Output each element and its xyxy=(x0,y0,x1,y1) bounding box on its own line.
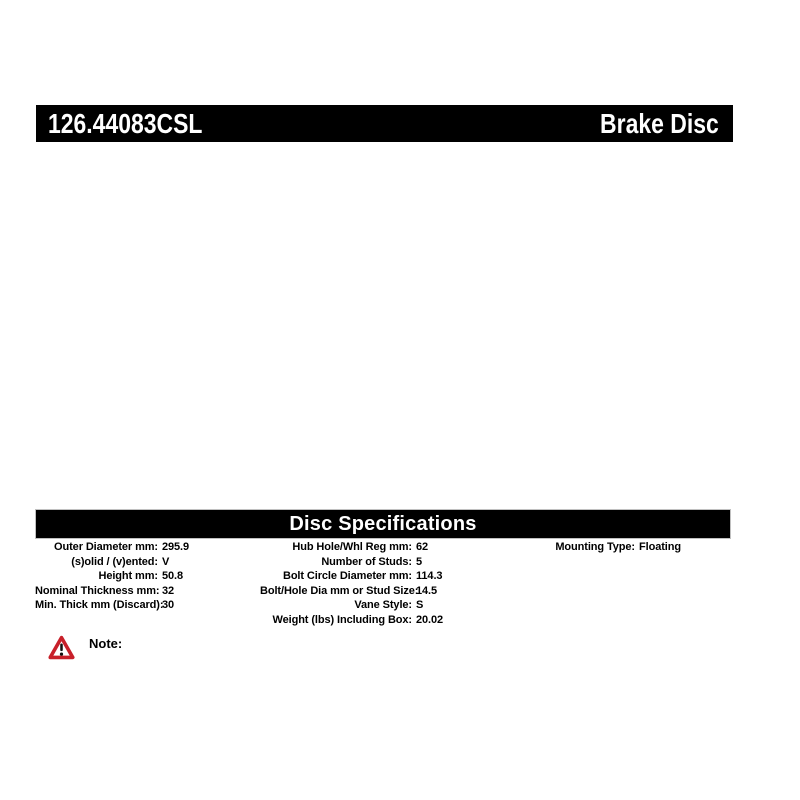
spec-label: Hub Hole/Whl Reg mm: xyxy=(292,541,412,553)
spec-value: 62 xyxy=(416,541,429,553)
spec-row-outer-diameter xyxy=(35,540,189,555)
spec-value: 20.02 xyxy=(416,613,444,626)
spec-row-min-thick xyxy=(35,598,189,613)
spec-column-left xyxy=(35,540,189,613)
spec-value: S xyxy=(416,599,424,612)
spec-row-bolt-hole-dia xyxy=(260,584,443,599)
product-type: Brake Disc xyxy=(600,107,719,139)
spec-value: 14.5 xyxy=(416,584,438,597)
spec-label: Vane Style: xyxy=(354,599,412,612)
spec-row-vane-style xyxy=(260,598,443,613)
spec-row-bolt-circle-diameter xyxy=(260,569,443,584)
header-bar xyxy=(36,105,733,142)
spec-label: (s)olid / (v)ented: xyxy=(71,555,158,568)
spec-value: 32 xyxy=(162,584,175,597)
spec-label: Height mm: xyxy=(98,570,158,583)
spec-value: 295.9 xyxy=(162,541,190,553)
spec-label: Bolt Circle Diameter mm: xyxy=(282,570,412,583)
spec-label: Number of Studs: xyxy=(321,555,412,568)
spec-column-right xyxy=(518,540,681,555)
spec-value: 114.3 xyxy=(416,570,443,583)
spec-label: Bolt/Hole Dia mm or Stud Size: xyxy=(260,584,419,597)
note-label: Note: xyxy=(89,636,123,651)
spec-row-height xyxy=(35,569,189,584)
spec-row-weight xyxy=(260,613,443,628)
spec-value: 50.8 xyxy=(162,570,184,583)
spec-label: Outer Diameter mm: xyxy=(54,541,158,553)
spec-value: V xyxy=(162,555,170,568)
part-number: 126.44083CSL xyxy=(48,107,203,139)
spec-value: 30 xyxy=(162,599,175,612)
spec-label: Nominal Thickness mm: xyxy=(35,584,160,597)
warning-triangle-icon xyxy=(48,634,75,661)
spec-label: Min. Thick mm (Discard): xyxy=(35,599,164,612)
spec-row-mounting-type xyxy=(518,540,681,555)
spec-section-title: Disc Specifications xyxy=(289,512,477,535)
spec-column-middle xyxy=(260,540,443,628)
spec-value: Floating xyxy=(639,541,681,553)
spec-section-bar xyxy=(35,509,731,539)
spec-row-solid-vented xyxy=(35,555,189,570)
spec-label: Weight (lbs) Including Box: xyxy=(272,613,412,626)
spec-row-nominal-thickness xyxy=(35,584,189,599)
spec-label: Mounting Type: xyxy=(555,541,635,553)
spec-value: 5 xyxy=(416,555,423,568)
spec-row-number-of-studs xyxy=(260,555,443,570)
spec-row-hub-hole xyxy=(260,540,443,555)
